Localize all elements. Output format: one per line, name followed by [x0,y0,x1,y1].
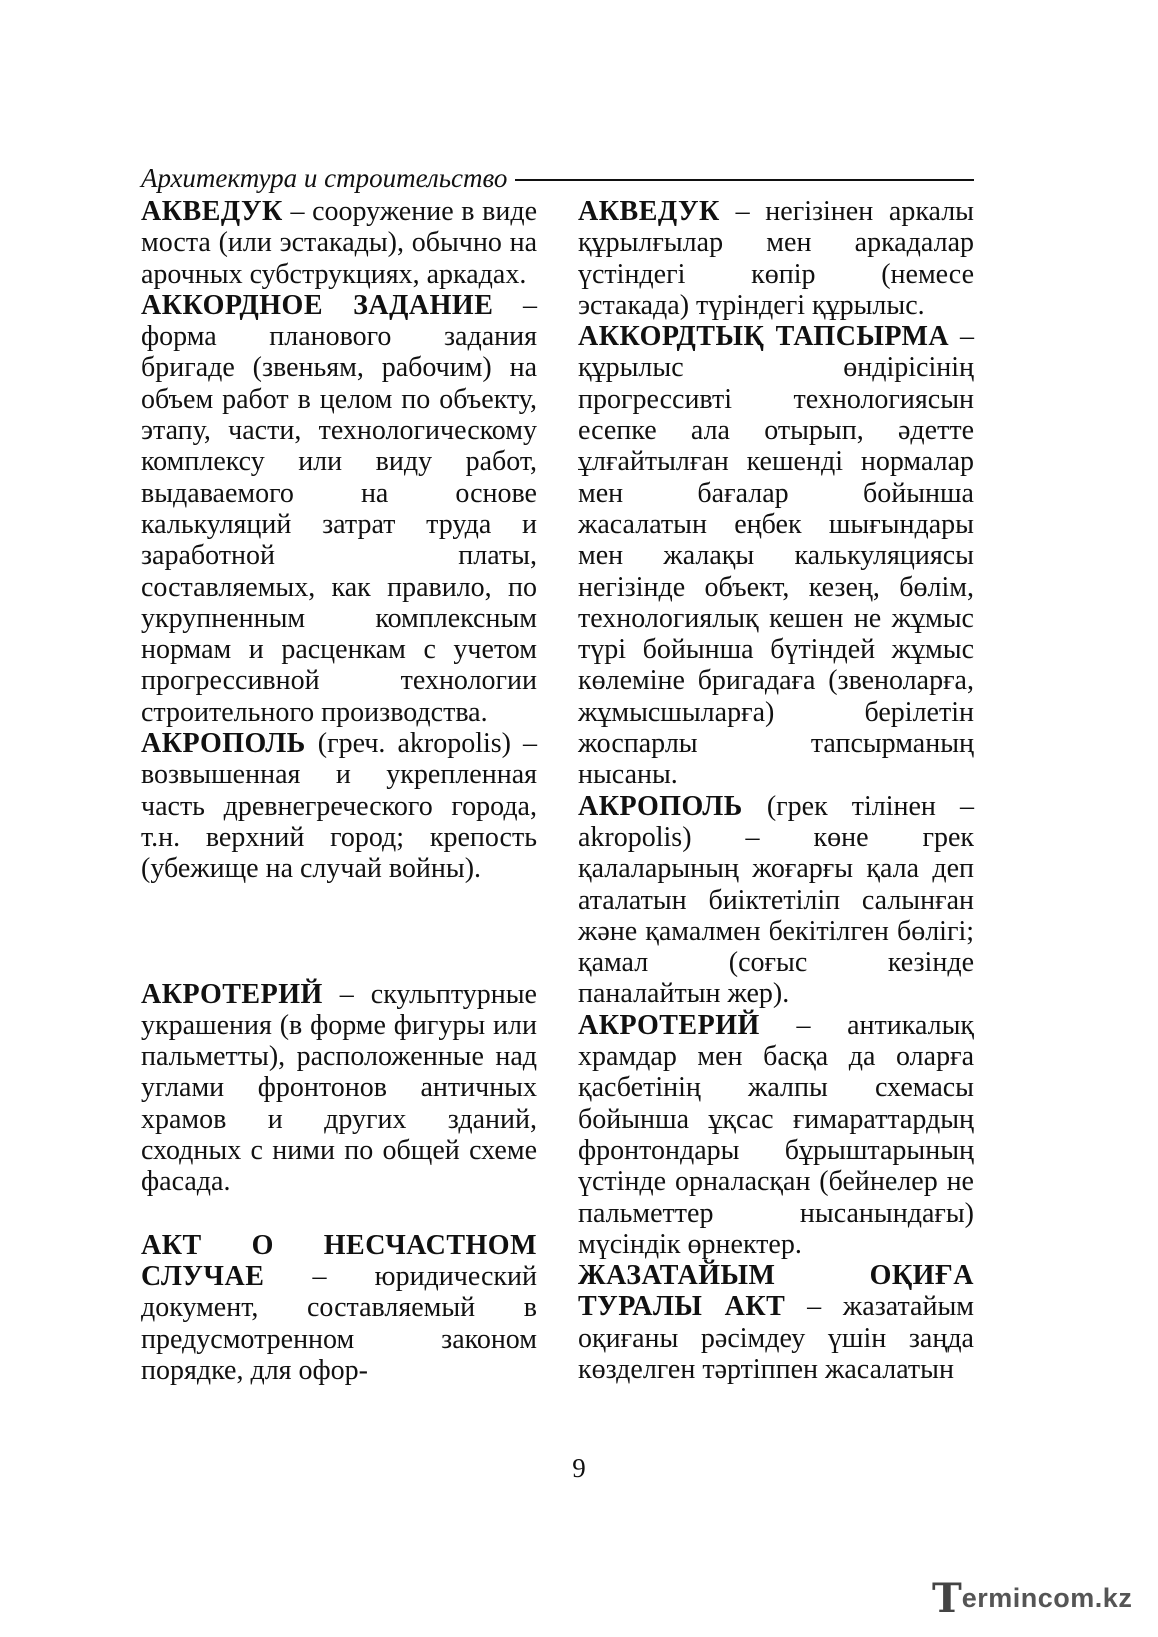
entry-term: ЖАЗАТАЙЫМ ОҚИҒА ТУРАЛЫ АКТ [578,1260,974,1323]
entry-definition: – форма планового задания бригаде (звеньям, рабочим) на объем работ в целом по объекту, этапу, части, технологическому комплексу или виду работ, выдаваемого на основе калькуляций затрат труда и заработной платы, составляемых, как правило, по укрупненным комплексным нормам и расценкам с учетом прогрессивной технологии строительного производства. [141,289,538,728]
spacer [141,885,537,979]
entry-term: АКРОПОЛЬ [578,790,743,822]
entry-akveduk-ru [141,196,537,290]
entry-definition: – құрылыс өндірісінің прогрессивті технологиясын есепке ала отырып, әдетте ұлғайтылған кешенді нормалар мен бағалар бойынша жасалатын еңбек шығындары мен жалақы калькуляциясы негізінде объект, кезең, бөлім, технологиялық кешен не жұмыс түрі бойынша бүтіндей жұмыс көлеміне бригадаға (звеноларға, жұмысшыларға) берілетін жоспарлы тапсырманың нысаны. [578,321,974,791]
page-number: 9 [572,1453,586,1483]
kazakh-column [578,196,974,1385]
running-head-title: Архитектура и строительство [141,162,508,193]
spacer [141,1198,537,1230]
entry-term: АКВЕДУК [141,196,283,227]
entry-akroteriy-kz [578,1010,974,1260]
entry-term: АККОРДНОЕ ЗАДАНИЕ [141,289,494,321]
running-head [141,161,974,195]
entry-term: АКТ О НЕСЧАСТНОМ СЛУЧАЕ [141,1229,537,1292]
entry-definition: – жазатайым оқиғаны рәсімдеу үшін заңда көзделген тәртіппен жасалатын [578,1291,974,1385]
entry-term: АКРОТЕРИЙ [141,978,323,1010]
entry-definition: – скульптурные украшения (в форме фигуры или пальметты), расположенные над углами фронтонов античных храмов и других зданий, сходных с ними по общей схеме фасада. [141,978,537,1198]
entry-term: АКРОТЕРИЙ [578,1009,760,1041]
entry-definition: (грек тілінен – akropolis) – көне грек қалаларының жоғарғы қала деп аталатын биіктетіліп салынған және қамалмен бекітілген бөлігі; қамал (соғыс кезінде паналайтын жер). [578,790,974,1010]
entry-akt-ru [141,1230,537,1386]
entry-akveduk-kz [578,196,974,321]
entry-definition: – антикалық храмдар мен басқа да оларға қасбетінің жалпы схемасы бойынша ұқсас ғимараттардың фронтондары бұрыштарының үстінде орналасқан (бейнелер не пальметтер нысанындағы) мүсіндік өрнектер. [578,1009,974,1260]
entry-akropol-ru [141,728,537,884]
running-head-rule [515,179,974,181]
watermark-initial: T [932,1574,962,1622]
entry-term: АККОРДТЫҚ ТАПСЫРМА [578,321,950,353]
watermark-logo [932,1574,1142,1622]
entry-akropol-kz [578,791,974,1010]
entry-definition: – сооружение в виде моста (или эстакады), обычно на арочных субструкциях, аркадах. [141,196,537,290]
entry-akroteriy-ru [141,979,537,1198]
entry-definition: (греч. akropolis) – возвышенная и укрепленная часть древнегреческого города, т.н. верхний город; крепость (убежище на случай войны). [141,728,537,885]
russian-column [141,196,537,1386]
entry-definition: – юридический документ, составляемый в предусмотренном законом порядке, для офор- [141,1260,537,1386]
entry-akt-kz [578,1260,974,1385]
entry-definition: – негізінен аркалы құрылғылар мен аркадалар үстіндегі көпір (немесе эстакада) түріндегі құрылыс. [578,196,974,321]
entry-akkord-kz [578,321,974,790]
entry-term: АКРОПОЛЬ [141,728,306,760]
watermark-text: ermincom.kz [961,1582,1133,1613]
entry-term: АКВЕДУК [578,196,720,227]
entry-akkord-ru [141,290,537,728]
